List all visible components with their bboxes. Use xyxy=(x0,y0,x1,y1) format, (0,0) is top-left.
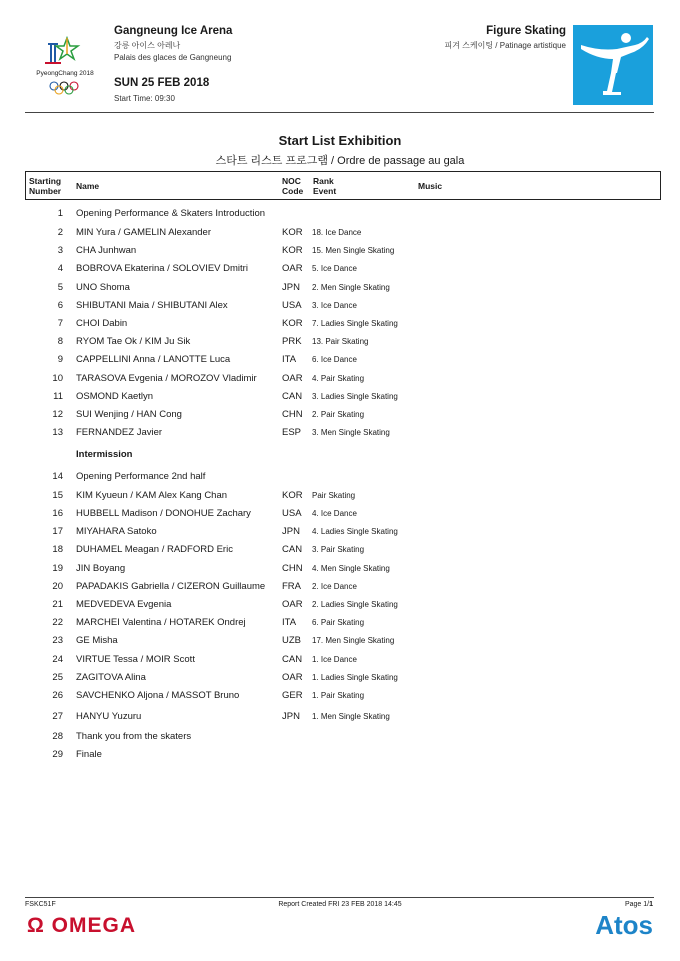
skater-name: FERNANDEZ Javier xyxy=(76,427,163,438)
starting-number: 11 xyxy=(53,391,63,402)
table-row xyxy=(25,542,661,560)
noc-code: PRK xyxy=(282,336,302,347)
rank-event: 1. Ladies Single Skating xyxy=(312,673,398,682)
table-row xyxy=(25,225,661,243)
table-row xyxy=(25,579,661,597)
report-created: Report Created FRI 23 FEB 2018 14:45 xyxy=(278,901,402,908)
noc-code: OAR xyxy=(282,599,303,610)
venue-name-french: Palais des glaces de Gangneung xyxy=(114,53,232,62)
noc-code: KOR xyxy=(282,490,303,501)
rank-event: 1. Men Single Skating xyxy=(312,712,390,721)
table-row xyxy=(25,243,661,261)
noc-code: KOR xyxy=(282,245,303,256)
table-row xyxy=(25,298,661,316)
noc-code: CAN xyxy=(282,544,303,555)
table-header xyxy=(25,171,661,200)
skater-name: DUHAMEL Meagan / RADFORD Eric xyxy=(76,544,233,555)
noc-code: CHN xyxy=(282,409,303,420)
noc-code: ITA xyxy=(282,354,297,365)
rank-event: 6. Ice Dance xyxy=(312,355,357,364)
starting-number: 23 xyxy=(52,635,63,646)
header-rank-event: Rank Event xyxy=(313,176,337,196)
footer-divider xyxy=(25,897,654,898)
skater-name: OSMOND Kaetlyn xyxy=(76,391,154,402)
header-divider xyxy=(25,112,654,113)
skater-name: MEDVEDEVA Evgenia xyxy=(76,599,172,610)
venue-name: Gangneung Ice Arena xyxy=(114,25,233,37)
starting-number: 24 xyxy=(52,654,63,665)
starting-number: 10 xyxy=(52,373,63,384)
header-noc-code: NOC Code xyxy=(282,176,304,196)
table-row xyxy=(25,316,661,334)
venue-name-korean: 강릉 아이스 아레나 xyxy=(114,41,181,50)
rank-event: 4. Men Single Skating xyxy=(312,564,390,573)
noc-code: OAR xyxy=(282,263,303,274)
table-row xyxy=(25,206,661,224)
noc-code: UZB xyxy=(282,635,301,646)
rank-event: 1. Pair Skating xyxy=(312,691,365,700)
figure-skating-pictogram xyxy=(573,25,653,105)
noc-code: JPN xyxy=(282,526,300,537)
rank-event: 3. Ice Dance xyxy=(312,301,357,310)
table-row xyxy=(25,524,661,542)
rank-event: 2. Men Single Skating xyxy=(312,283,390,292)
skater-name: CHOI Dabin xyxy=(76,318,128,329)
starting-number: 27 xyxy=(52,711,63,722)
table-row xyxy=(25,729,661,747)
starting-number: 26 xyxy=(52,690,63,701)
pyeongchang-2018-emblem xyxy=(36,36,94,98)
table-row xyxy=(25,334,661,352)
rank-event: 4. Ice Dance xyxy=(312,509,357,518)
table-row xyxy=(25,425,661,443)
skater-name: HANYU Yuzuru xyxy=(76,711,142,722)
start-time: Start Time: 09:30 xyxy=(114,94,175,103)
skater-name: SUI Wenjing / HAN Cong xyxy=(76,409,182,420)
starting-number: 13 xyxy=(52,427,63,438)
starting-number: 16 xyxy=(52,508,63,519)
skater-name: JIN Boyang xyxy=(76,563,126,574)
skater-name: GE Misha xyxy=(76,635,118,646)
noc-code: CAN xyxy=(282,654,303,665)
table-row xyxy=(25,615,661,633)
skater-name: SAVCHENKO Aljona / MASSOT Bruno xyxy=(76,690,240,701)
rank-event: 4. Ladies Single Skating xyxy=(312,527,398,536)
page-number: Page 1/1 xyxy=(624,901,653,908)
rank-event: 7. Ladies Single Skating xyxy=(312,319,398,328)
skater-name: PAPADAKIS Gabriella / CIZERON Guillaume xyxy=(76,581,266,592)
skater-name: Intermission xyxy=(76,449,133,460)
skater-name: UNO Shoma xyxy=(76,282,130,293)
skater-name: ZAGITOVA Alina xyxy=(76,672,146,683)
document-title: Start List Exhibition xyxy=(278,133,402,148)
starting-number: 29 xyxy=(52,749,63,760)
noc-code: GER xyxy=(282,690,303,701)
header-name: Name xyxy=(76,181,100,191)
table-row xyxy=(25,506,661,524)
table-row xyxy=(25,633,661,651)
rank-event: 3. Men Single Skating xyxy=(312,428,390,437)
noc-code: ESP xyxy=(282,427,302,438)
starting-number: 6 xyxy=(57,300,63,311)
noc-code: KOR xyxy=(282,227,303,238)
skater-name: KIM Kyueun / KAM Alex Kang Chan xyxy=(76,490,228,501)
starting-number: 2 xyxy=(57,227,63,238)
table-row xyxy=(25,652,661,670)
rank-event: 15. Men Single Skating xyxy=(312,246,395,255)
header-music: Music xyxy=(418,181,443,191)
sport-name-translations: 피겨 스케이팅 / Patinage artistique xyxy=(444,41,566,50)
starting-number: 3 xyxy=(57,245,63,256)
table-row xyxy=(25,389,661,407)
starting-number: 1 xyxy=(57,208,63,219)
rank-event: 17. Men Single Skating xyxy=(312,636,395,645)
noc-code: USA xyxy=(282,508,302,519)
report-code: FSKC51F xyxy=(25,901,56,908)
skater-name: Finale xyxy=(76,749,102,760)
table-row xyxy=(25,469,661,487)
rank-event: 2. Pair Skating xyxy=(312,410,365,419)
skater-name: SHIBUTANI Maia / SHIBUTANI Alex xyxy=(76,300,228,311)
starting-number: 17 xyxy=(52,526,63,537)
rank-event: Pair Skating xyxy=(312,491,356,500)
intermission-row xyxy=(25,447,661,465)
table-row xyxy=(25,561,661,579)
noc-code: OAR xyxy=(282,373,303,384)
starting-number: 22 xyxy=(52,617,63,628)
table-row xyxy=(25,688,661,706)
skater-name: HUBBELL Madison / DONOHUE Zachary xyxy=(76,508,251,519)
noc-code: JPN xyxy=(282,282,300,293)
rank-event: 18. Ice Dance xyxy=(312,228,362,237)
starting-number: 28 xyxy=(52,731,63,742)
skater-name: VIRTUE Tessa / MOIR Scott xyxy=(76,654,195,665)
table-row xyxy=(25,407,661,425)
skater-name: BOBROVA Ekaterina / SOLOVIEV Dmitri xyxy=(76,263,248,274)
starting-number: 7 xyxy=(57,318,63,329)
rank-event: 3. Pair Skating xyxy=(312,545,365,554)
starting-number: 5 xyxy=(57,282,63,293)
noc-code: OAR xyxy=(282,672,303,683)
starting-number: 25 xyxy=(52,672,63,683)
rank-event: 1. Ice Dance xyxy=(312,655,357,664)
rank-event: 5. Ice Dance xyxy=(312,264,357,273)
skater-name: Opening Performance 2nd half xyxy=(76,471,206,482)
rank-event: 2. Ice Dance xyxy=(312,582,357,591)
skater-name: Thank you from the skaters xyxy=(76,731,192,742)
skater-name: CHA Junhwan xyxy=(76,245,137,256)
document-subtitle: 스타트 리스트 프로그램 / Ordre de passage au gala xyxy=(215,155,465,167)
starting-number: 19 xyxy=(52,563,63,574)
starting-number: 8 xyxy=(57,336,63,347)
rank-event: 4. Pair Skating xyxy=(312,374,365,383)
noc-code: FRA xyxy=(282,581,301,592)
starting-number: 12 xyxy=(52,409,63,420)
table-row xyxy=(25,352,661,370)
rank-event: 3. Ladies Single Skating xyxy=(312,392,398,401)
skater-name: MARCHEI Valentina / HOTAREK Ondrej xyxy=(76,617,246,628)
rank-event: 6. Pair Skating xyxy=(312,618,365,627)
rank-event: 13. Pair Skating xyxy=(312,337,369,346)
starting-number: 20 xyxy=(52,581,63,592)
skater-name: Opening Performance & Skaters Introduction xyxy=(76,208,266,219)
table-row xyxy=(25,597,661,615)
starting-number: 18 xyxy=(52,544,63,555)
starting-number: 15 xyxy=(52,490,63,501)
table-row xyxy=(25,371,661,389)
event-date: SUN 25 FEB 2018 xyxy=(114,77,210,89)
table-row xyxy=(25,261,661,279)
brand-text: PyeongChang 2018 xyxy=(36,70,94,77)
table-row xyxy=(25,488,661,506)
noc-code: USA xyxy=(282,300,302,311)
noc-code: KOR xyxy=(282,318,303,329)
starting-number: 4 xyxy=(57,263,63,274)
table-row xyxy=(25,709,661,727)
skater-name: TARASOVA Evgenia / MOROZOV Vladimir xyxy=(76,373,257,384)
header-starting-number: Starting Number xyxy=(29,176,62,196)
rank-event: 2. Ladies Single Skating xyxy=(312,600,398,609)
skater-name: CAPPELLINI Anna / LANOTTE Luca xyxy=(76,354,231,365)
noc-code: CAN xyxy=(282,391,303,402)
starting-number: 21 xyxy=(52,599,63,610)
sport-name: Figure Skating xyxy=(486,25,566,37)
starting-number: 9 xyxy=(57,354,63,365)
omega-logo: Ω OMEGA xyxy=(27,914,137,937)
atos-logo: Atos xyxy=(595,910,653,940)
starting-number: 14 xyxy=(52,471,63,482)
noc-code: ITA xyxy=(282,617,297,628)
table-row xyxy=(25,280,661,298)
skater-name: MIN Yura / GAMELIN Alexander xyxy=(76,227,211,238)
skater-name: MIYAHARA Satoko xyxy=(76,526,157,537)
noc-code: CHN xyxy=(282,563,303,574)
table-row xyxy=(25,747,661,765)
skater-name: RYOM Tae Ok / KIM Ju Sik xyxy=(76,336,191,347)
table-row xyxy=(25,670,661,688)
noc-code: JPN xyxy=(282,711,300,722)
